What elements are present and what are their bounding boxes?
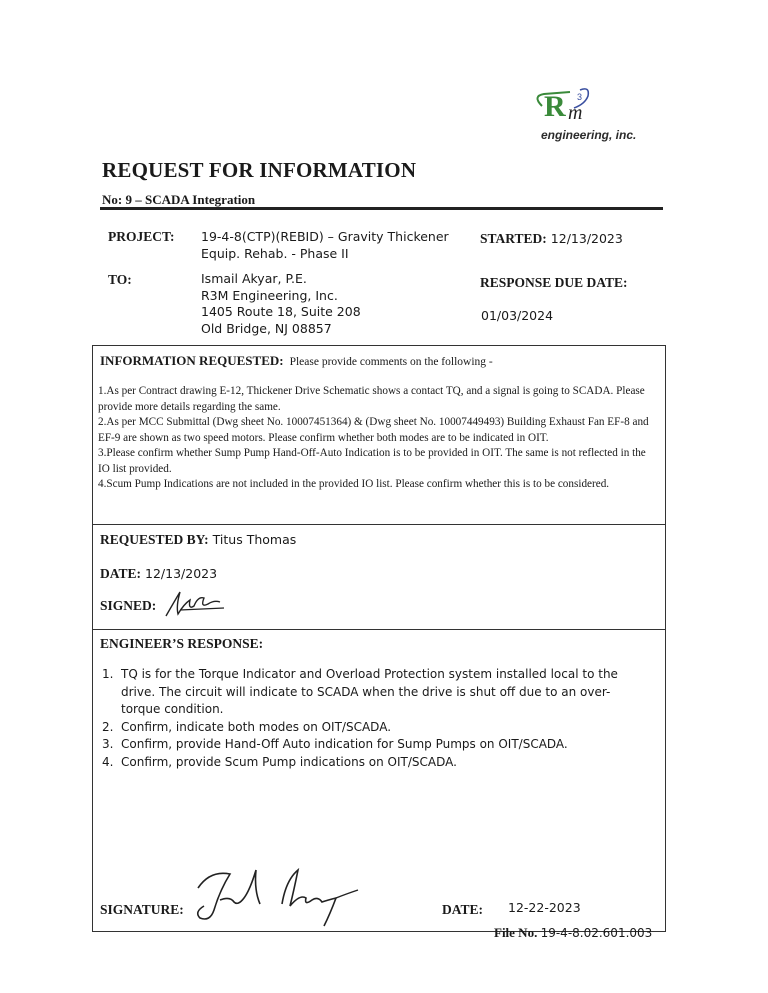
- response-item: [102, 736, 642, 754]
- project-value: [201, 228, 449, 262]
- date-value: 12/13/2023: [145, 566, 218, 581]
- response-due-label: RESPONSE DUE DATE:: [480, 275, 628, 290]
- response-item: [102, 719, 642, 737]
- to-line: Old Bridge, NJ 08857: [201, 320, 332, 336]
- logo-tagline: engineering, inc.: [541, 128, 637, 142]
- date-field: [100, 565, 217, 583]
- header-rule: [100, 207, 663, 210]
- response-item: [102, 666, 642, 719]
- information-requested-intro: Please provide comments on the following -: [289, 356, 493, 368]
- information-requested-list: [98, 384, 658, 493]
- signature-date-value: 12-22-2023: [508, 900, 581, 915]
- logo-m: m: [568, 102, 583, 124]
- information-requested-heading: [100, 352, 493, 370]
- engineers-response-list: [102, 666, 642, 771]
- request-item: 3.Please confirm whether Sump Pump Hand-Off-Auto Indication is to be provided in OIT. The same is not reflected in the IO list provided.: [98, 447, 646, 475]
- response-text: Confirm, indicate both modes on OIT/SCADA.: [121, 719, 392, 734]
- to-line: R3M Engineering, Inc.: [201, 287, 338, 303]
- logo-superscript: 3: [577, 92, 583, 102]
- file-number-label: File No.: [494, 925, 538, 940]
- project-line-2: Equip. Rehab. - Phase II: [201, 246, 349, 261]
- information-requested-label: INFORMATION REQUESTED:: [100, 353, 284, 368]
- signature-date-label: DATE:: [442, 902, 484, 917]
- date-label: DATE:: [100, 566, 142, 581]
- response-text: Confirm, provide Scum Pump indications on OIT/SCADA.: [121, 754, 457, 769]
- response-due-value: 01/03/2024: [481, 308, 554, 323]
- started-label: STARTED:: [480, 231, 547, 246]
- started-field: [480, 230, 623, 248]
- to-label: TO:: [108, 272, 132, 287]
- project-line-1: 19-4-8(CTP)(REBID) – Gravity Thickener: [201, 229, 449, 244]
- response-number: 1.: [102, 667, 114, 681]
- request-item: 2.As per MCC Submittal (Dwg sheet No. 10007451364) & (Dwg sheet No. 10007449493) Building Exhaust Fan EF-8 and EF-9 are shown as two speed motors. Please confirm whether both modes are to be indicated in OIT.: [98, 416, 649, 444]
- requested-by-field: [100, 531, 296, 549]
- requested-by-value: Titus Thomas: [212, 532, 297, 547]
- response-item: [102, 754, 642, 772]
- engineer-signature: [190, 860, 370, 930]
- request-item: 1.As per Contract drawing E-12, Thickener Drive Schematic shows a contact TQ, and a signal is going to SCADA. Please provide more details regarding the same.: [98, 385, 645, 413]
- signed-label: SIGNED:: [100, 598, 157, 613]
- requester-signature: [160, 586, 230, 622]
- started-value: 12/13/2023: [550, 231, 623, 246]
- to-line: 1405 Route 18, Suite 208: [201, 304, 361, 319]
- file-number: [494, 925, 652, 941]
- response-number: 4.: [102, 754, 114, 769]
- file-number-value: 19-4-8.02.601.003: [540, 926, 653, 940]
- signature-label: SIGNATURE:: [100, 902, 184, 917]
- logo-mark: R: [544, 90, 566, 123]
- to-line: Ismail Akyar, P.E.: [201, 271, 307, 286]
- request-item: 4.Scum Pump Indications are not included in the provided IO list. Please confirm whether this is to be considered.: [98, 478, 610, 490]
- project-label: PROJECT:: [108, 229, 175, 244]
- engineers-response-label: ENGINEER’S RESPONSE:: [100, 636, 264, 651]
- response-text: TQ is for the Torque Indicator and Overload Protection system installed local to the drive. The circuit will indicate to SCADA when the drive is shut off due to an over-torque condition.: [121, 667, 618, 716]
- rfi-number: No: 9 – SCADA Integration: [102, 192, 256, 207]
- response-number: 2.: [102, 719, 114, 734]
- requested-by-label: REQUESTED BY:: [100, 532, 209, 547]
- response-text: Confirm, provide Hand-Off Auto indication for Sump Pumps on OIT/SCADA.: [121, 737, 568, 751]
- page-title: REQUEST FOR INFORMATION: [102, 158, 417, 182]
- response-number: 3.: [102, 737, 114, 751]
- to-address: [201, 271, 361, 337]
